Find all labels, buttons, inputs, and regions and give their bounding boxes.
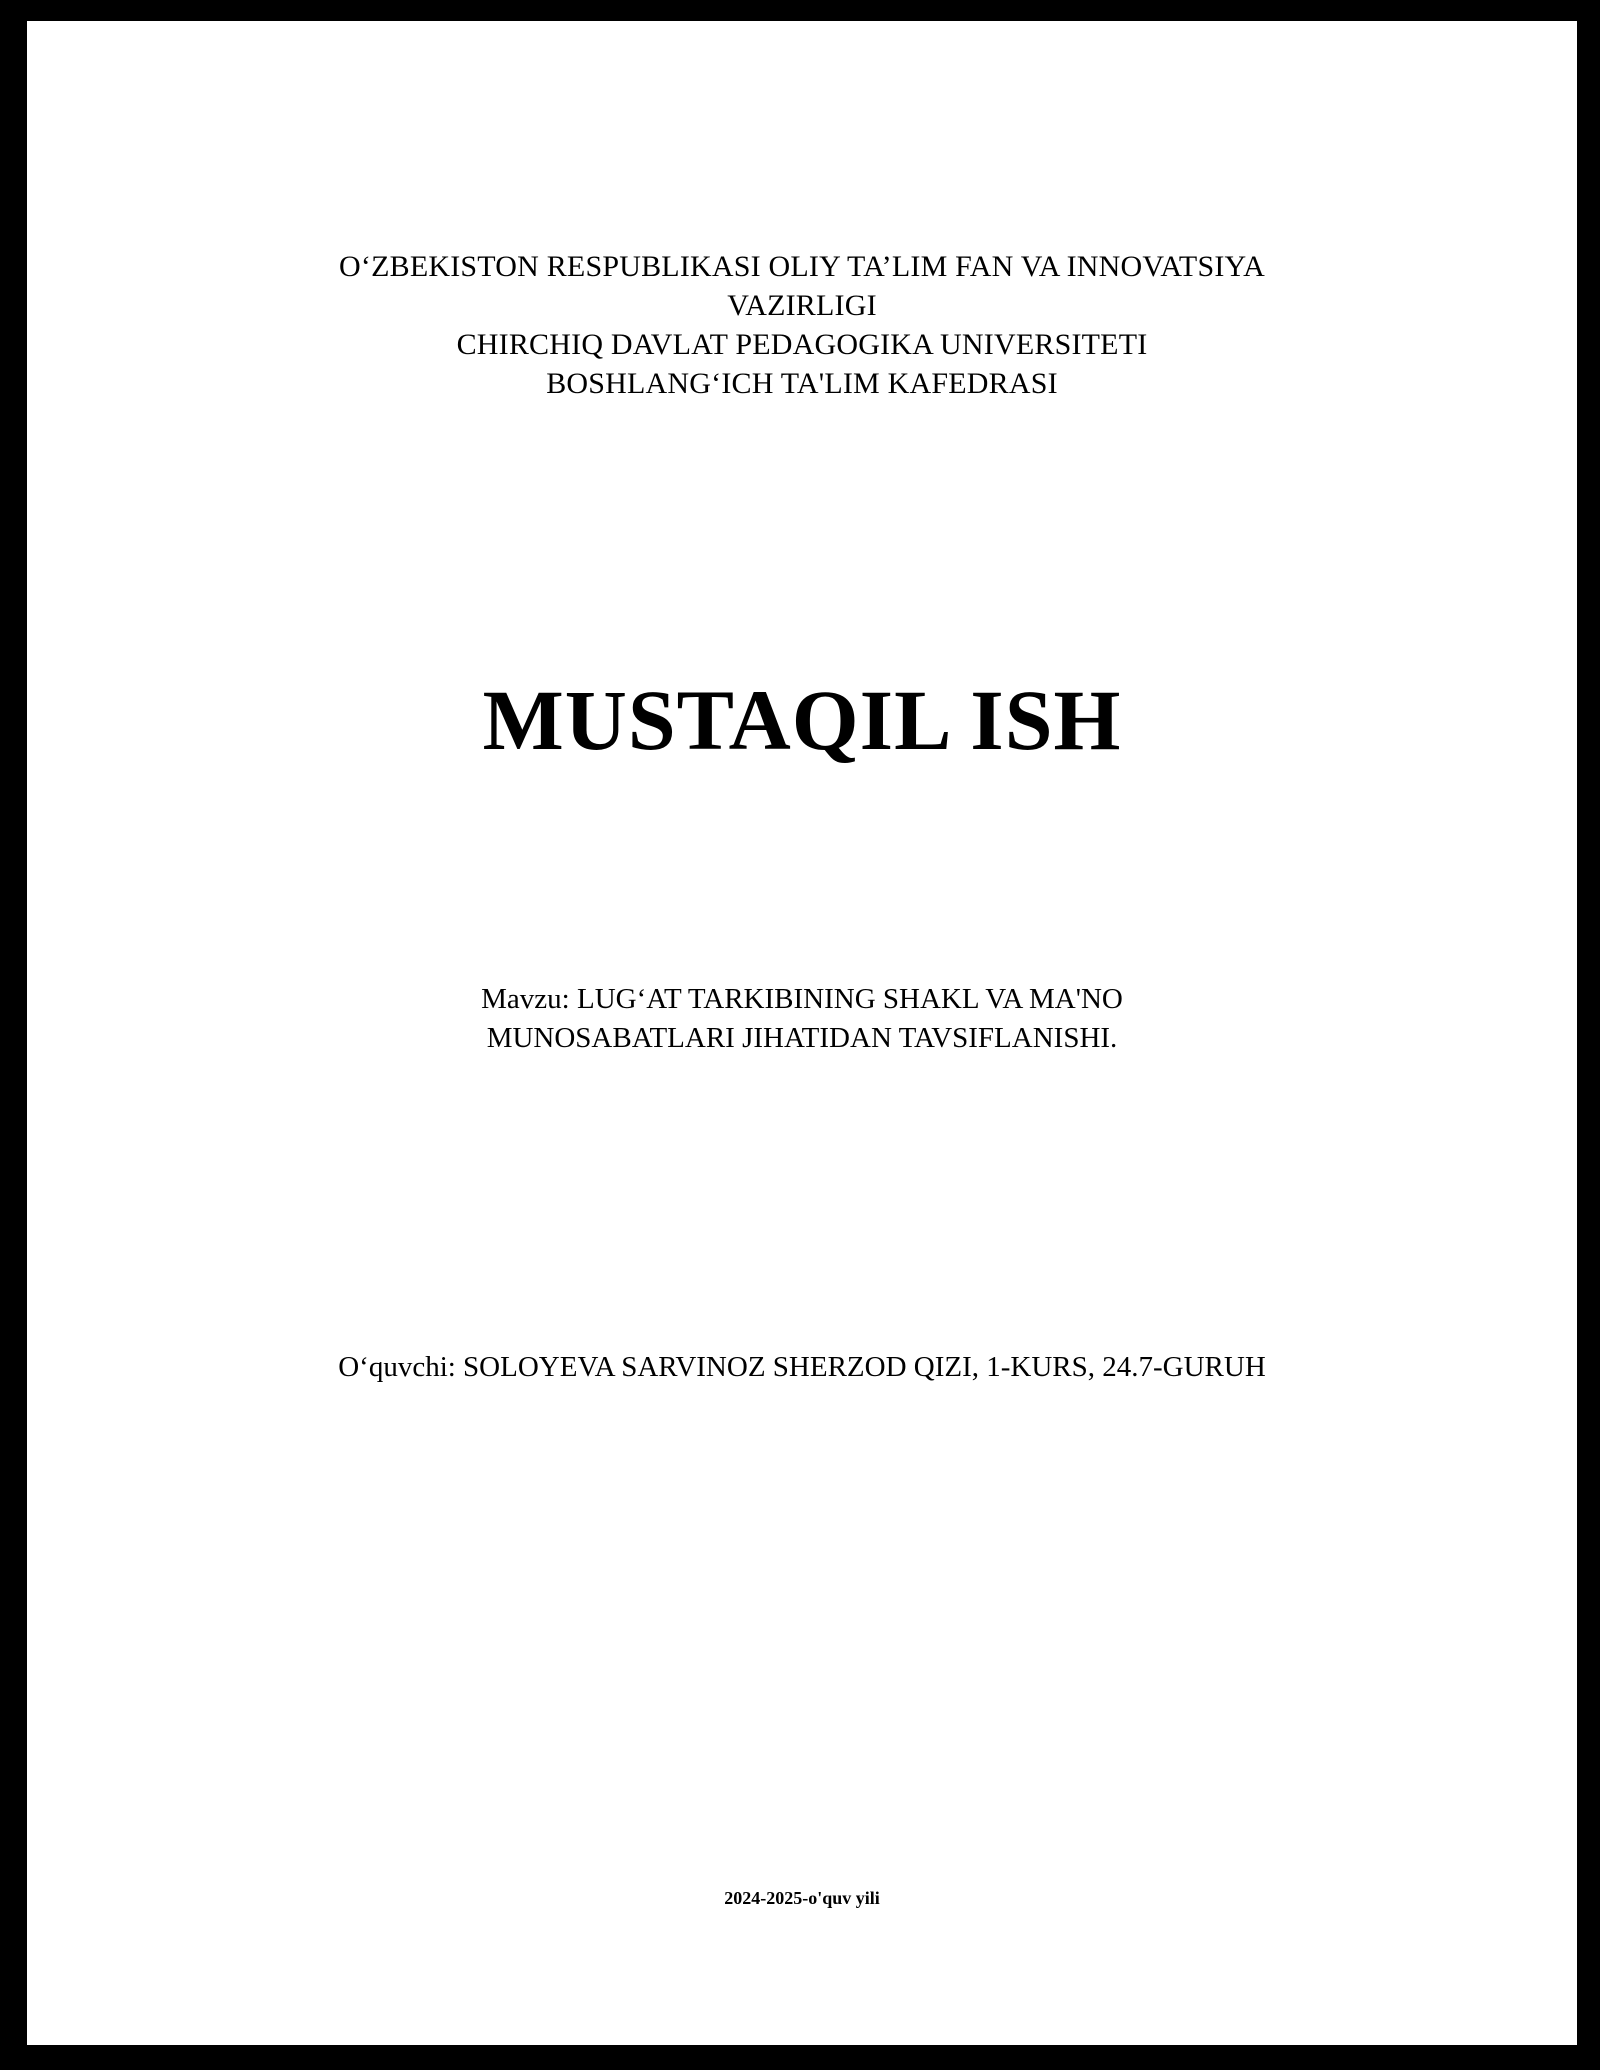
institution-header [177,21,1427,403]
document-page [24,18,1580,2048]
title-page-content [27,21,1577,2045]
academic-year: 2024-2025-o'quv yili [724,1888,880,1908]
university-name: CHIRCHIQ DAVLAT PEDAGOGIKA UNIVERSITETI [456,328,1148,361]
department-name: BOSHLANG‘ICH TA'LIM KAFEDRASI [546,367,1058,400]
author-line: O‘quvchi: SOLOYEVA SARVINOZ SHERZOD QIZI, 1-KURS, 24.7-GURUH [338,1350,1266,1383]
page-title: MUSTAQIL ISH [482,672,1122,768]
ministry-name: O‘ZBEKISTON RESPUBLIKASI OLIY TA’LIM FAN VA INNOVATSIYA VAZIRLIGI [339,250,1273,322]
subject-line: Mavzu: LUG‘AT TARKIBINING SHAKL VA MA'NO MUNOSABATLARI JIHATIDAN TAVSIFLANISHI. [481,982,1123,1054]
